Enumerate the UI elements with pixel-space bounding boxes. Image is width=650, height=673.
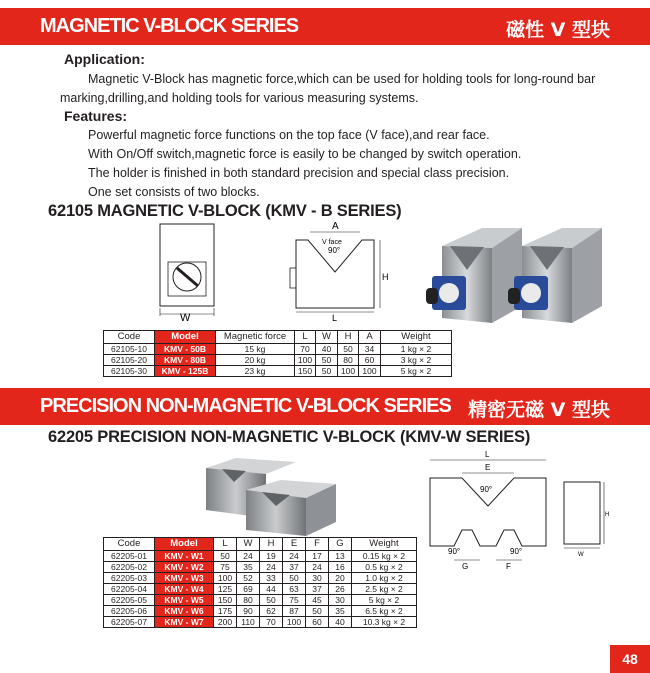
cell-force: 23 kg — [216, 366, 295, 377]
cell-h: 100 — [338, 366, 359, 377]
feature-line-2: With On/Off switch,magnetic force is easily to be changed by switch operation. — [88, 147, 522, 161]
dim-w: W — [180, 312, 191, 322]
cell-h: 44 — [260, 584, 283, 595]
cell-weight: 0.5 kg × 2 — [352, 562, 417, 573]
page-number: 48 — [610, 645, 650, 673]
table-header-row — [104, 538, 417, 551]
kmv-w-spec-table — [103, 537, 417, 628]
cell-h: 50 — [260, 595, 283, 606]
cell-g: 13 — [329, 551, 352, 562]
cell-h: 33 — [260, 573, 283, 584]
col-w: W — [237, 538, 260, 551]
cell-g: 20 — [329, 573, 352, 584]
cell-weight: 5 kg × 2 — [381, 366, 452, 377]
table-row — [104, 344, 452, 355]
table-row — [104, 606, 417, 617]
col-g: G — [329, 538, 352, 551]
cell-code: 62105-10 — [104, 344, 155, 355]
section2-title: 62205 PRECISION NON-MAGNETIC V-BLOCK (KMV-W SERIES) — [48, 428, 531, 446]
dim-l: L — [332, 313, 338, 323]
cell-model: KMV - 80B — [155, 355, 216, 366]
dim-g: G — [462, 562, 469, 571]
cell-code: 62205-03 — [104, 573, 155, 584]
cell-l: 100 — [295, 355, 316, 366]
magnetic-block-2 — [508, 228, 602, 323]
cell-w: 24 — [237, 551, 260, 562]
table-header-row — [104, 331, 452, 344]
cell-w: 50 — [316, 355, 338, 366]
cell-code: 62205-02 — [104, 562, 155, 573]
cell-e: 87 — [283, 606, 306, 617]
feature-line-1: Powerful magnetic force functions on the top face (V face),and rear face. — [88, 128, 490, 142]
col-e: E — [283, 538, 306, 551]
magnetic-vblock-side-view — [288, 220, 398, 324]
col-h: H — [338, 331, 359, 344]
col-f: F — [306, 538, 329, 551]
col-model: Model — [155, 331, 216, 344]
features-heading: Features: — [64, 108, 128, 124]
non-magnetic-vblock-photo — [196, 448, 346, 538]
cell-w: 80 — [237, 595, 260, 606]
series-title-cn: 磁性 V 型块 — [506, 19, 610, 41]
header-band-non-magnetic — [0, 388, 650, 425]
col-magnetic-force: Magnetic force — [216, 331, 295, 344]
series-title: MAGNETIC V-BLOCK SERIES — [40, 15, 299, 37]
cell-model: KMV - W5 — [155, 595, 214, 606]
cell-w: 90 — [237, 606, 260, 617]
angle-left: 90° — [448, 547, 461, 556]
cell-h: 19 — [260, 551, 283, 562]
table-row — [104, 617, 417, 628]
cell-h: 50 — [338, 344, 359, 355]
cell-w: 35 — [237, 562, 260, 573]
cell-h: 62 — [260, 606, 283, 617]
header-band-magnetic — [0, 8, 650, 45]
application-line-1: Magnetic V-Block has magnetic force,which can be used for holding tools for long-round bar — [88, 72, 596, 86]
cell-model: KMV - W6 — [155, 606, 214, 617]
cell-w: 52 — [237, 573, 260, 584]
cell-e: 100 — [283, 617, 306, 628]
col-l: L — [295, 331, 316, 344]
non-magnetic-vblock-drawing — [422, 448, 554, 576]
cell-code: 62205-04 — [104, 584, 155, 595]
feature-line-3: The holder is finished in both standard precision and special class precision. — [88, 166, 510, 180]
dim-w: W — [578, 552, 584, 558]
angle-right: 90° — [510, 547, 523, 556]
cell-weight: 1.0 kg × 2 — [352, 573, 417, 584]
cell-code: 62105-30 — [104, 366, 155, 377]
table-row — [104, 366, 452, 377]
table-row — [104, 584, 417, 595]
cell-weight: 0.15 kg × 2 — [352, 551, 417, 562]
vface-label: V face — [322, 239, 342, 246]
dim-e: E — [485, 463, 491, 472]
magnetic-vblock-front-view — [158, 222, 220, 322]
cell-f: 50 — [306, 606, 329, 617]
col-model: Model — [155, 538, 214, 551]
cell-h: 70 — [260, 617, 283, 628]
cell-weight: 6.5 kg × 2 — [352, 606, 417, 617]
cell-weight: 1 kg × 2 — [381, 344, 452, 355]
kmv-b-spec-table — [103, 330, 452, 377]
application-line-2: marking,drilling,and holding tools for various measuring systems. — [60, 91, 419, 105]
cell-weight: 3 kg × 2 — [381, 355, 452, 366]
col-code: Code — [104, 331, 155, 344]
cell-w: 50 — [316, 366, 338, 377]
series-title-2: PRECISION NON-MAGNETIC V-BLOCK SERIES — [40, 395, 451, 417]
table-row — [104, 595, 417, 606]
cell-l: 150 — [295, 366, 316, 377]
cell-w: 69 — [237, 584, 260, 595]
cell-f: 60 — [306, 617, 329, 628]
cell-code: 62105-20 — [104, 355, 155, 366]
cell-a: 34 — [359, 344, 381, 355]
cell-weight: 5 kg × 2 — [352, 595, 417, 606]
cell-f: 37 — [306, 584, 329, 595]
cell-w: 40 — [316, 344, 338, 355]
non-magnetic-vblock-side-view — [560, 480, 610, 560]
table-row — [104, 355, 452, 366]
cell-h: 24 — [260, 562, 283, 573]
cell-l: 200 — [214, 617, 237, 628]
cell-f: 45 — [306, 595, 329, 606]
cell-l: 75 — [214, 562, 237, 573]
col-l: L — [214, 538, 237, 551]
angle-top: 90° — [480, 485, 493, 494]
cell-l: 70 — [295, 344, 316, 355]
cell-a: 60 — [359, 355, 381, 366]
cell-w: 110 — [237, 617, 260, 628]
cell-force: 20 kg — [216, 355, 295, 366]
cell-model: KMV - W4 — [155, 584, 214, 595]
cell-weight: 2.5 kg × 2 — [352, 584, 417, 595]
cell-e: 63 — [283, 584, 306, 595]
dim-f: F — [506, 562, 511, 571]
col-weight: Weight — [352, 538, 417, 551]
cell-code: 62205-06 — [104, 606, 155, 617]
cell-model: KMV - W7 — [155, 617, 214, 628]
col-w: W — [316, 331, 338, 344]
feature-line-4: One set consists of two blocks. — [88, 185, 260, 199]
cell-weight: 10.3 kg × 2 — [352, 617, 417, 628]
cell-g: 30 — [329, 595, 352, 606]
cell-code: 62205-05 — [104, 595, 155, 606]
cell-force: 15 kg — [216, 344, 295, 355]
cell-f: 17 — [306, 551, 329, 562]
vblock-2 — [246, 480, 336, 536]
cell-f: 30 — [306, 573, 329, 584]
series-title-2-cn: 精密无磁 V 型块 — [468, 399, 610, 421]
cell-l: 150 — [214, 595, 237, 606]
cell-code: 62205-01 — [104, 551, 155, 562]
cell-model: KMV - 125B — [155, 366, 216, 377]
dim-a: A — [332, 221, 339, 232]
cell-g: 40 — [329, 617, 352, 628]
col-code: Code — [104, 538, 155, 551]
cell-code: 62205-07 — [104, 617, 155, 628]
col-a: A — [359, 331, 381, 344]
cell-g: 26 — [329, 584, 352, 595]
cell-l: 125 — [214, 584, 237, 595]
col-weight: Weight — [381, 331, 452, 344]
application-heading: Application: — [64, 51, 145, 67]
cell-g: 16 — [329, 562, 352, 573]
cell-e: 37 — [283, 562, 306, 573]
cell-e: 24 — [283, 551, 306, 562]
cell-model: KMV - W2 — [155, 562, 214, 573]
cell-h: 80 — [338, 355, 359, 366]
cell-a: 100 — [359, 366, 381, 377]
cell-e: 50 — [283, 573, 306, 584]
dim-l: L — [485, 450, 490, 459]
cell-model: KMV - W3 — [155, 573, 214, 584]
cell-e: 75 — [283, 595, 306, 606]
magnetic-vblock-photo — [422, 218, 607, 330]
table-row — [104, 551, 417, 562]
magnetic-block-1 — [426, 228, 522, 323]
cell-l: 175 — [214, 606, 237, 617]
cell-f: 24 — [306, 562, 329, 573]
cell-model: KMV - 50B — [155, 344, 216, 355]
cell-l: 100 — [214, 573, 237, 584]
col-h: H — [260, 538, 283, 551]
cell-l: 50 — [214, 551, 237, 562]
cell-model: KMV - W1 — [155, 551, 214, 562]
table-row — [104, 562, 417, 573]
section1-title: 62105 MAGNETIC V-BLOCK (KMV - B SERIES) — [48, 202, 402, 220]
dim-h: H — [605, 512, 610, 518]
dim-h: H — [382, 272, 389, 282]
angle-label: 90° — [328, 246, 341, 255]
cell-g: 35 — [329, 606, 352, 617]
table-row — [104, 573, 417, 584]
